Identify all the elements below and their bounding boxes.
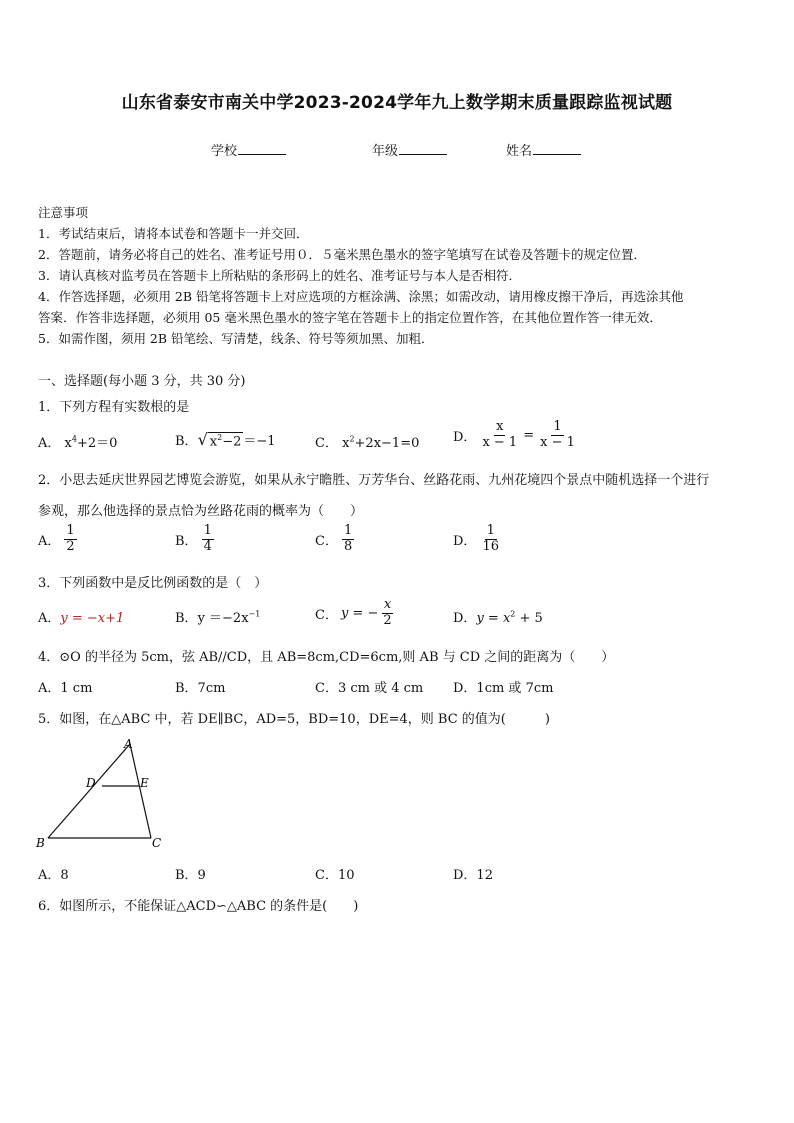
- name-label: 姓名: [506, 144, 533, 159]
- label-c: C: [152, 836, 162, 850]
- triangle-figure: [30, 734, 180, 854]
- grade-blank: [399, 141, 447, 155]
- q5-option-b: B．9: [175, 868, 206, 883]
- q3-option-a: A．y = −x+1: [38, 611, 125, 626]
- label-a: A: [124, 737, 133, 751]
- q1-option-c: C． $x^2+2x-1=0$: [315, 434, 420, 451]
- notice-item: 1．考试结束后，请将本试卷和答题卡一并交回．: [38, 226, 309, 241]
- question-3-stem: 3．下列函数中是反比例函数的是（ ）: [38, 576, 268, 591]
- q2-option-b: B． $\frac{1}{4}$: [175, 523, 212, 554]
- fraction: $\frac{1}{4}$: [203, 523, 212, 554]
- q1-option-d: D． $\frac{x}{x - 1}$ = $\frac{1}{x - 1}$: [453, 419, 575, 450]
- label-b: B: [36, 836, 45, 850]
- q1-option-a: A． $x^4+2=0$: [38, 434, 118, 451]
- segment-ac: [130, 744, 151, 838]
- fraction: $\frac{1}{x - 1}$: [540, 419, 575, 450]
- q2-option-a: A． $\frac{1}{2}$: [38, 523, 75, 554]
- q2-option-c: C． $\frac{1}{8}$: [315, 523, 353, 554]
- q2-option-d: D． $\frac{1}{16}$: [453, 523, 499, 554]
- segment-ab: [48, 744, 130, 838]
- q4-option-c: C．3 cm 或 4 cm: [315, 681, 424, 696]
- q4-option-b: B．7cm: [175, 681, 226, 696]
- question-4-stem: 4．⊙O 的半径为 5cm，弦 AB//CD，且 AB=8cm,CD=6cm,则 AB 与 CD 之间的距离为（ ）: [38, 650, 615, 665]
- grade-label: 年级: [372, 144, 399, 159]
- question-2-stem: 参观，那么他选择的景点恰为丝路花雨的概率为（ ）: [38, 504, 364, 519]
- radical: $x^2-2$: [209, 432, 242, 449]
- fraction: $\frac{1}{16}$: [482, 523, 499, 554]
- label-d: D: [86, 776, 96, 790]
- question-6-stem: 6．如图所示，不能保证△ACD∽△ABC 的条件是( ): [38, 899, 359, 914]
- q1-option-b: B．√ $x^2-2 =-1$: [175, 430, 276, 449]
- section-heading: 一、选择题(每小题 3 分，共 30 分): [38, 374, 246, 389]
- q4-option-a: A．1 cm: [38, 681, 93, 696]
- notice-heading: 注意事项: [38, 205, 89, 220]
- q5-option-c: C．10: [315, 868, 355, 883]
- question-1-stem: 1．下列方程有实数根的是: [38, 400, 190, 415]
- q5-option-a: A．8: [38, 868, 69, 883]
- notice-item: 3．请认真核对监考员在答题卡上所粘贴的条形码上的姓名、准考证号与本人是否相符．: [38, 268, 521, 283]
- school-label: 学校: [211, 144, 238, 159]
- fraction: $\frac{1}{8}$: [343, 523, 353, 554]
- label-e: E: [140, 776, 149, 790]
- fraction: $\frac{x}{x - 1}$: [482, 419, 518, 450]
- name-blank: [533, 141, 581, 155]
- grade-field: [372, 140, 447, 159]
- notice-item: 5．如需作图，须用 2B 铅笔绘、写清楚，线条、符号等须加黑、加粗．: [38, 331, 434, 346]
- q3-option-b: B．$y =-2x^{-1}$: [175, 609, 261, 626]
- q5-option-d: D．12: [453, 868, 493, 883]
- page-title: 山东省泰安市南关中学2023-2024学年九上数学期末质量跟踪监视试题: [121, 93, 673, 113]
- fraction: $\frac{x}{2}$: [383, 597, 392, 628]
- q4-option-d: D．1cm 或 7cm: [453, 681, 554, 696]
- fraction: $\frac{1}{2}$: [66, 523, 75, 554]
- question-5-stem: 5．如图，在△ABC 中，若 DE∥BC，AD=5，BD=10，DE=4，则 BC 的值为( ): [38, 712, 550, 727]
- notice-item: 4．作答选择题，必须用 2B 铅笔将答题卡上对应选项的方框涂满、涂黑；如需改动，请用橡皮擦干净后，再选涂其他: [38, 289, 684, 304]
- name-field: [506, 140, 581, 159]
- school-blank: [238, 141, 286, 155]
- question-2-stem: 2．小思去延庆世界园艺博览会游览，如果从永宁瞻胜、万芳华台、丝路花雨、九州花境四个景点中随机选择一个进行: [38, 473, 710, 488]
- q3-option-d: D．$y = x^2 + 5$: [453, 609, 543, 626]
- school-field: [211, 140, 286, 159]
- notice-item: 答案．作答非选择题，必须用 05 毫米黑色墨水的签字笔在答题卡上的指定位置作答，在其他位置作答一律无效．: [38, 310, 662, 325]
- notice-item: 2．答题前，请务必将自己的姓名、准考证号用０．５毫米黑色墨水的签字笔填写在试卷及答题卡的规定位置．: [38, 247, 646, 262]
- q3-option-c: C． y = − $\frac{x}{2}$: [315, 597, 392, 628]
